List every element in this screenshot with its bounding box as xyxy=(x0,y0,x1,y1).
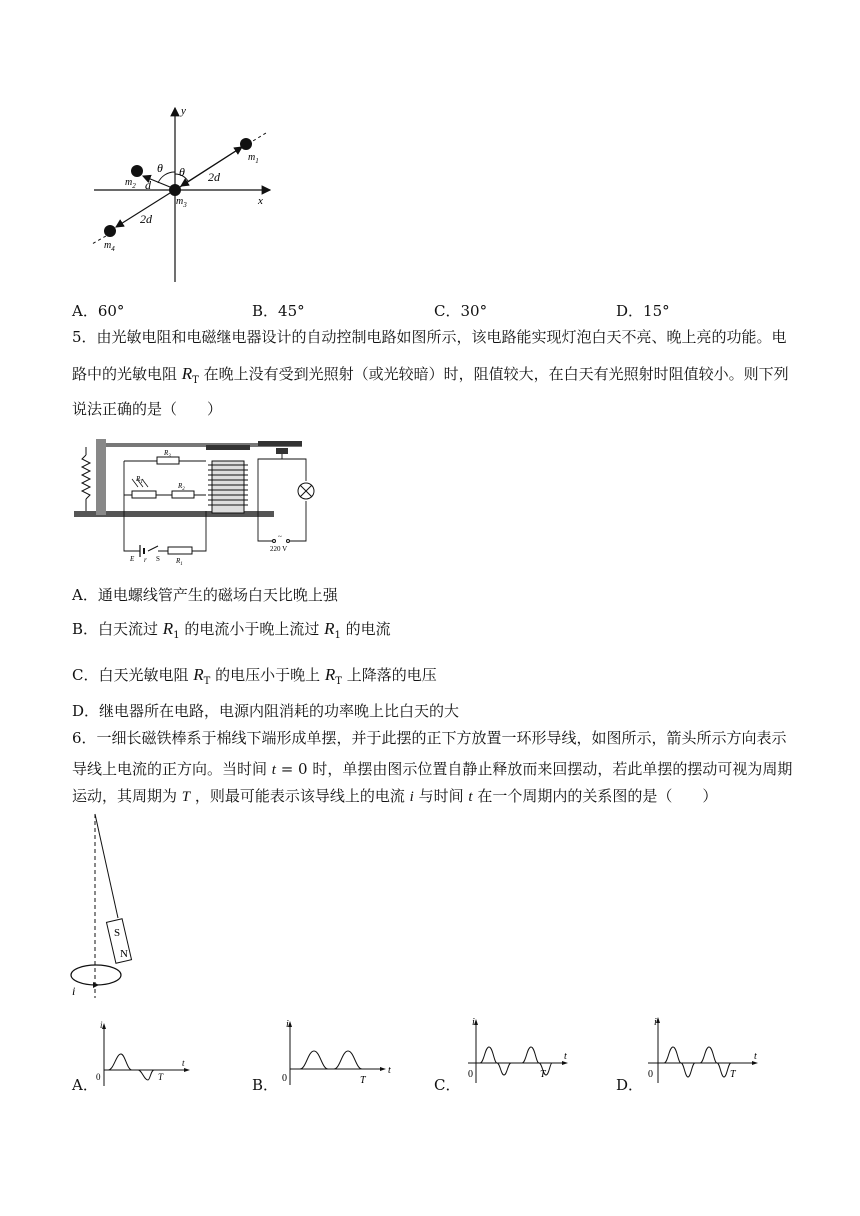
switch-s xyxy=(148,546,158,551)
relay-contact xyxy=(258,441,302,446)
label-r1: $R_1$ xyxy=(176,557,183,565)
svg-text:i: i xyxy=(100,1020,103,1030)
label-2d-upper: 2d xyxy=(208,170,220,184)
q5-option-b[interactable]: B．白天流过 $R_1$ 的电流小于晚上流过 $R_1$ 的电流 xyxy=(72,619,391,641)
q6-stem-line3: 运动，其周期为 T ，则最可能表示该导线上的电流 i 与时间 t 在一个周期内的关系图的是（ ） xyxy=(72,787,718,805)
graph-b-curve xyxy=(300,1051,362,1069)
q6-stem-line1: 6．一细长磁铁棒系于棉线下端形成单摆，并于此摆的正下方放置一环形导线，如图所示，箭头所示方向表示 xyxy=(72,729,787,747)
relay-iron xyxy=(206,445,250,450)
q5-circuit-figure xyxy=(72,435,334,565)
q5-stem-line2: 路中的光敏电阻 $R_T$ 在晚上没有受到光照射（或光较暗）时，阻值较大，在白天有光照射时阻值较小。则下列 xyxy=(72,364,789,386)
q6-graph-a-letter: A． xyxy=(72,1076,98,1094)
q6-stem-line2: 导线上电流的正方向。当时间 t = 0 时，单摆由图示位置自静止释放而来回摆动，若此单摆的摆动可视为周期 xyxy=(72,760,793,778)
q5-option-c[interactable]: C．白天光敏电阻 $R_T$ 的电压小于晚上 $R_T$ 上降落的电压 xyxy=(72,665,437,687)
q4-option-c[interactable]: C．30° xyxy=(434,302,488,320)
label-s: S xyxy=(156,555,160,563)
label-r: r xyxy=(144,556,147,564)
resistor-r1 xyxy=(168,547,192,554)
label-rt: $R_T$ xyxy=(136,475,144,485)
q6-graph-b[interactable] xyxy=(252,1015,412,1100)
label-m1: $m_1$ xyxy=(248,152,259,165)
label-m4: $m_4$ xyxy=(104,240,115,253)
q4-option-b[interactable]: B．45° xyxy=(252,302,305,320)
svg-text:T: T xyxy=(158,1072,164,1082)
q5-stem-line1: 5．由光敏电阻和电磁继电器设计的自动控制电路如图所示，该电路能实现灯泡白天不亮、晚上亮的功能。电 xyxy=(72,328,787,346)
svg-text:t: t xyxy=(388,1065,391,1076)
q4-option-a[interactable]: A．60° xyxy=(72,302,125,320)
svg-text:T: T xyxy=(730,1069,736,1080)
svg-text:0: 0 xyxy=(282,1073,287,1084)
label-r2: $R_2$ xyxy=(178,482,185,492)
q6-pendulum-figure xyxy=(62,812,162,1008)
resistor-rt xyxy=(132,491,156,498)
mass-m4 xyxy=(104,225,116,237)
graph-d-curve xyxy=(664,1047,731,1077)
svg-text:t: t xyxy=(564,1051,567,1062)
relay-pivot xyxy=(96,439,106,515)
x-axis-label: x xyxy=(258,195,263,207)
q5-option-d[interactable]: D．继电器所在电路，电源内阻消耗的功率晚上比白天的大 xyxy=(72,702,460,720)
q6-graph-d-letter: D． xyxy=(616,1076,644,1094)
label-voltage: 220 V xyxy=(270,545,288,553)
label-theta-right: θ xyxy=(179,165,185,179)
resistor-r2 xyxy=(172,491,194,498)
q6-graph-b-letter: B． xyxy=(252,1076,279,1094)
y-axis-label: y xyxy=(181,105,186,117)
svg-text:i: i xyxy=(654,1017,657,1028)
label-m3: $m_3$ xyxy=(176,196,187,209)
magnet-s-label: S xyxy=(114,927,121,939)
ring-wire xyxy=(71,965,121,985)
relay-spring xyxy=(82,455,90,499)
magnet-n-label: N xyxy=(120,948,128,960)
current-arrow-icon xyxy=(93,982,99,988)
q4-figure xyxy=(88,100,278,290)
svg-text:t: t xyxy=(754,1051,757,1062)
svg-text:i: i xyxy=(286,1019,289,1030)
q6-graph-c[interactable] xyxy=(434,1015,604,1100)
q5-stem-line3: 说法正确的是（ ） xyxy=(72,400,223,418)
svg-text:T: T xyxy=(360,1075,366,1086)
svg-text:0: 0 xyxy=(648,1069,653,1080)
mass-m3 xyxy=(169,184,181,196)
label-m2: $m_2$ xyxy=(125,177,136,190)
label-tilde: ~ xyxy=(278,533,282,541)
label-theta-left: θ xyxy=(157,161,163,175)
svg-text:T: T xyxy=(540,1069,546,1080)
q4-option-d[interactable]: D．15° xyxy=(616,302,670,320)
label-2d-lower: 2d xyxy=(140,212,152,226)
pendulum-string xyxy=(95,814,118,918)
q6-graph-a[interactable] xyxy=(72,1020,232,1100)
q6-graph-d[interactable] xyxy=(616,1015,786,1100)
mass-m1 xyxy=(240,138,252,150)
graph-a-curve xyxy=(108,1054,154,1080)
q5-option-a[interactable]: A．通电螺线管产生的磁场白天比晚上强 xyxy=(72,586,338,604)
label-r3: $R_3$ xyxy=(164,449,171,459)
label-d: d xyxy=(145,178,151,192)
label-e: E xyxy=(130,555,135,563)
svg-text:0: 0 xyxy=(468,1069,473,1080)
svg-text:0: 0 xyxy=(96,1072,101,1082)
svg-text:t: t xyxy=(182,1058,185,1068)
current-i-label: i xyxy=(72,984,76,998)
q6-graph-c-letter: C． xyxy=(434,1076,461,1094)
svg-text:i: i xyxy=(472,1017,475,1028)
lamp-circuit-wires xyxy=(258,454,306,541)
mass-m2 xyxy=(131,165,143,177)
